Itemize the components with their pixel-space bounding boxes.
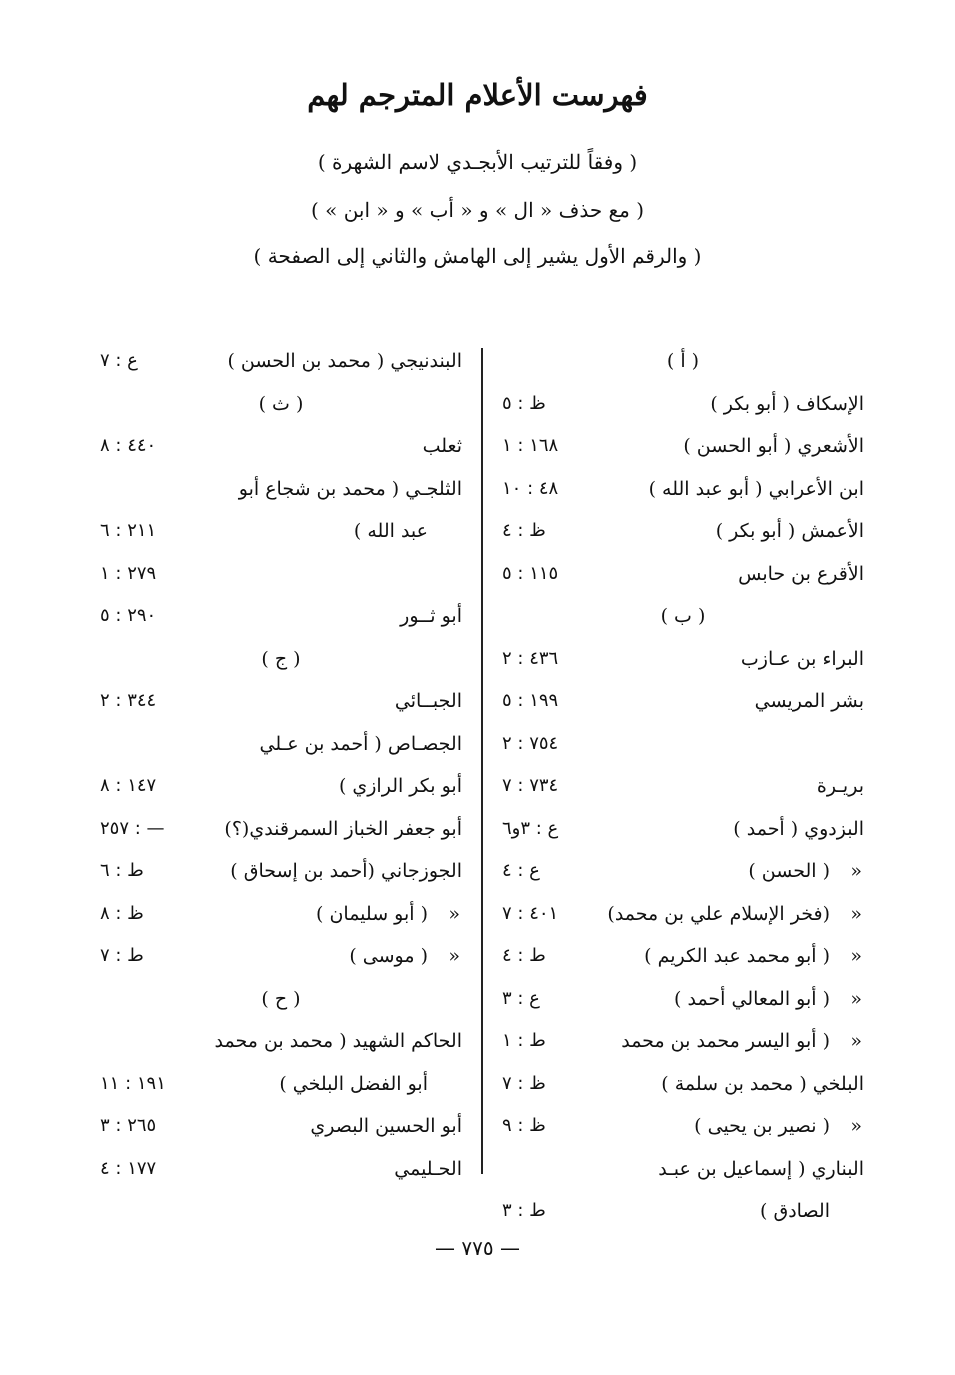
entry-name: ( الحسن )	[748, 860, 830, 882]
entry-name: ( موسى )	[349, 945, 428, 967]
entry-name: بشر المريسي	[754, 690, 864, 712]
subtitle-1: ( وفقاً للترتيب الأبجـدي لاسم الشهرة )	[317, 150, 638, 174]
letter-heading	[100, 383, 462, 426]
entry-reference: ١٤٧ : ٨	[100, 775, 157, 796]
letter-heading	[100, 638, 462, 681]
ditto-mark: «	[448, 945, 460, 967]
index-entry	[502, 1190, 864, 1233]
entry-reference: ع : ٧	[100, 350, 138, 371]
index-entry	[100, 1063, 462, 1106]
entry-name: الحـليمي	[394, 1157, 462, 1180]
entry-reference: ٤٨ : ١٠	[502, 477, 559, 499]
page-title: فهرست الأعلام المترجم لهم	[307, 78, 648, 112]
index-entry	[100, 680, 462, 723]
index-column-right	[502, 340, 864, 1233]
entry-name: البراء بن عـازب	[740, 647, 864, 670]
index-entry	[100, 468, 462, 511]
index-entry	[100, 808, 462, 851]
letter-heading	[502, 340, 864, 383]
index-entry	[100, 510, 462, 553]
entry-reference: ط : ١	[502, 1030, 546, 1051]
index-entry	[100, 893, 462, 936]
letter-heading-label: ( أ )	[666, 350, 700, 372]
entry-name: أبو الحسين البصري	[310, 1115, 462, 1137]
entry-name: ثعلب	[422, 435, 462, 457]
entry-name: أبو بكر الرازي )	[338, 775, 462, 797]
entry-name: ( أبو سليمان )	[316, 902, 428, 925]
letter-heading	[100, 978, 462, 1021]
entry-name: الجصـاص ( أحمد بن عـلي	[259, 732, 462, 755]
entry-name: ( نصير بن يحيى )	[694, 1115, 830, 1137]
index-entry	[100, 765, 462, 808]
entry-reference: ٤٤٠ : ٨	[100, 435, 157, 456]
ditto-mark: «	[448, 902, 460, 925]
column-divider	[481, 348, 483, 1174]
index-entry	[502, 1020, 864, 1063]
entry-name: بريـرة	[816, 775, 864, 797]
entry-name: الصادق )	[760, 1200, 830, 1222]
index-entry	[100, 1148, 462, 1191]
index-entry	[100, 1105, 462, 1148]
entry-name: البلخي ( محمد بن سلمة )	[661, 1072, 864, 1095]
entry-name: الثلجـي ( محمد بن شجاع أبو	[238, 477, 462, 500]
entry-reference: ٤٣٦ : ٢	[502, 647, 559, 669]
entry-name: ابن الأعرابي ( أبو عبد الله )	[648, 477, 864, 500]
entry-reference: ظ : ٧	[502, 1072, 546, 1094]
letter-heading-label: ( ج )	[261, 647, 301, 670]
index-entry	[100, 850, 462, 893]
index-entry	[100, 595, 462, 638]
entry-reference: ٤٠١ : ٧	[502, 902, 559, 924]
index-entry	[502, 978, 864, 1021]
entry-name: البندنيجي ( محمد بن الحسن )	[227, 350, 462, 372]
entry-reference: ظ : ٤	[502, 520, 546, 541]
entry-reference: ١٩٩ : ٥	[502, 690, 559, 711]
letter-heading-label: ( ب )	[660, 605, 706, 627]
index-entry	[502, 935, 864, 978]
index-entry	[502, 1063, 864, 1106]
index-column-left	[100, 340, 462, 1190]
index-entry	[100, 935, 462, 978]
index-entry	[502, 893, 864, 936]
ditto-mark: «	[850, 1030, 862, 1052]
entry-reference: ٧٥٤ : ٢	[502, 732, 559, 754]
index-entry	[100, 1020, 462, 1063]
index-entry	[502, 723, 864, 766]
index-entry	[502, 765, 864, 808]
entry-name: الجوزجاني (أحمد بن إسحاق )	[230, 860, 462, 882]
entry-reference: ط : ٧	[100, 945, 144, 966]
entry-reference: ع : ٣	[502, 987, 540, 1009]
entry-name: الأشعري ( أبو الحسن )	[683, 435, 864, 457]
subtitle-3: ( والرقم الأول يشير إلى الهامش والثاني إلى الصفحة )	[253, 244, 702, 268]
entry-reference: ٣٤٤ : ٢	[100, 690, 157, 711]
index-entry	[502, 680, 864, 723]
index-entry	[502, 1148, 864, 1191]
ditto-mark: «	[850, 1115, 862, 1137]
entry-reference: ط : ٣	[502, 1200, 546, 1221]
index-entry	[100, 553, 462, 596]
entry-reference: ظ : ٨	[100, 902, 144, 924]
entry-name: الإسكاف ( أبو بكر )	[710, 392, 864, 415]
entry-reference: ١٧٧ : ٤	[100, 1157, 157, 1179]
entry-name: أبو ثــور	[400, 605, 462, 627]
entry-name: أبو الفضل البلخي )	[279, 1072, 428, 1095]
entry-reference: ٧٣٤ : ٧	[502, 775, 559, 796]
ditto-mark: «	[850, 987, 862, 1010]
ditto-mark: «	[850, 945, 862, 967]
letter-heading-label: ( ح )	[261, 987, 301, 1010]
entry-reference: ١٩١ : ١١	[100, 1072, 166, 1094]
index-entry	[502, 850, 864, 893]
index-entry	[502, 383, 864, 426]
index-entry	[502, 638, 864, 681]
entry-reference: ط : ٤	[502, 945, 546, 966]
index-entry	[100, 340, 462, 383]
index-entry	[502, 425, 864, 468]
entry-name: الجبــائي	[394, 690, 462, 712]
index-entry	[100, 723, 462, 766]
index-entry	[502, 553, 864, 596]
entry-reference: ع : ٣و٦	[502, 817, 559, 839]
entry-reference: ١١٥ : ٥	[502, 562, 559, 584]
entry-name: أبو جعفر الخباز السمرقندي(؟)	[224, 817, 462, 840]
index-entry	[502, 510, 864, 553]
ditto-mark: «	[850, 902, 862, 925]
entry-name: الحاكم الشهيد ( محمد بن محمد	[214, 1030, 462, 1052]
entry-reference: ٢٧٩ : ١	[100, 562, 157, 584]
letter-heading	[502, 595, 864, 638]
entry-name: البزدوي ( أحمد )	[733, 817, 864, 840]
entry-name: عبد الله )	[353, 520, 428, 542]
index-entry	[502, 468, 864, 511]
entry-name: (فخر الإسلام علي بن محمد)	[607, 902, 830, 925]
page-number: — ٧٧٥ —	[435, 1236, 520, 1260]
entry-reference: ٢١١ : ٦	[100, 520, 157, 541]
entry-reference: ظ : ٩	[502, 1115, 546, 1136]
entry-reference: ٢٦٥ : ٣	[100, 1115, 157, 1136]
entry-reference: ط : ٦	[100, 860, 144, 881]
entry-name: الأقرع بن حابس	[738, 562, 864, 585]
index-entry	[502, 1105, 864, 1148]
ditto-mark: «	[850, 860, 862, 882]
entry-reference: ٢٩٠ : ٥	[100, 605, 157, 626]
entry-reference: ٢٥٧ : —	[100, 817, 165, 839]
subtitle-2: ( مع حذف « ال » و « أب » و « ابن » )	[310, 198, 645, 222]
entry-reference: ١٦٨ : ١	[502, 435, 559, 456]
index-entry	[100, 425, 462, 468]
entry-reference: ظ : ٥	[502, 392, 546, 414]
entry-name: الأعمش ( أبو بكر )	[715, 520, 864, 542]
entry-reference: ع : ٤	[502, 860, 540, 881]
index-entry	[502, 808, 864, 851]
entry-name: ( أبو محمد عبد الكريم )	[644, 945, 830, 967]
entry-name: البناري ( إسماعيل بن عبـد	[658, 1157, 864, 1180]
entry-name: ( أبو اليسر محمد بن محمد	[621, 1030, 830, 1052]
entry-name: ( أبو المعالي أحمد )	[674, 987, 830, 1010]
letter-heading-label: ( ث )	[258, 392, 304, 415]
